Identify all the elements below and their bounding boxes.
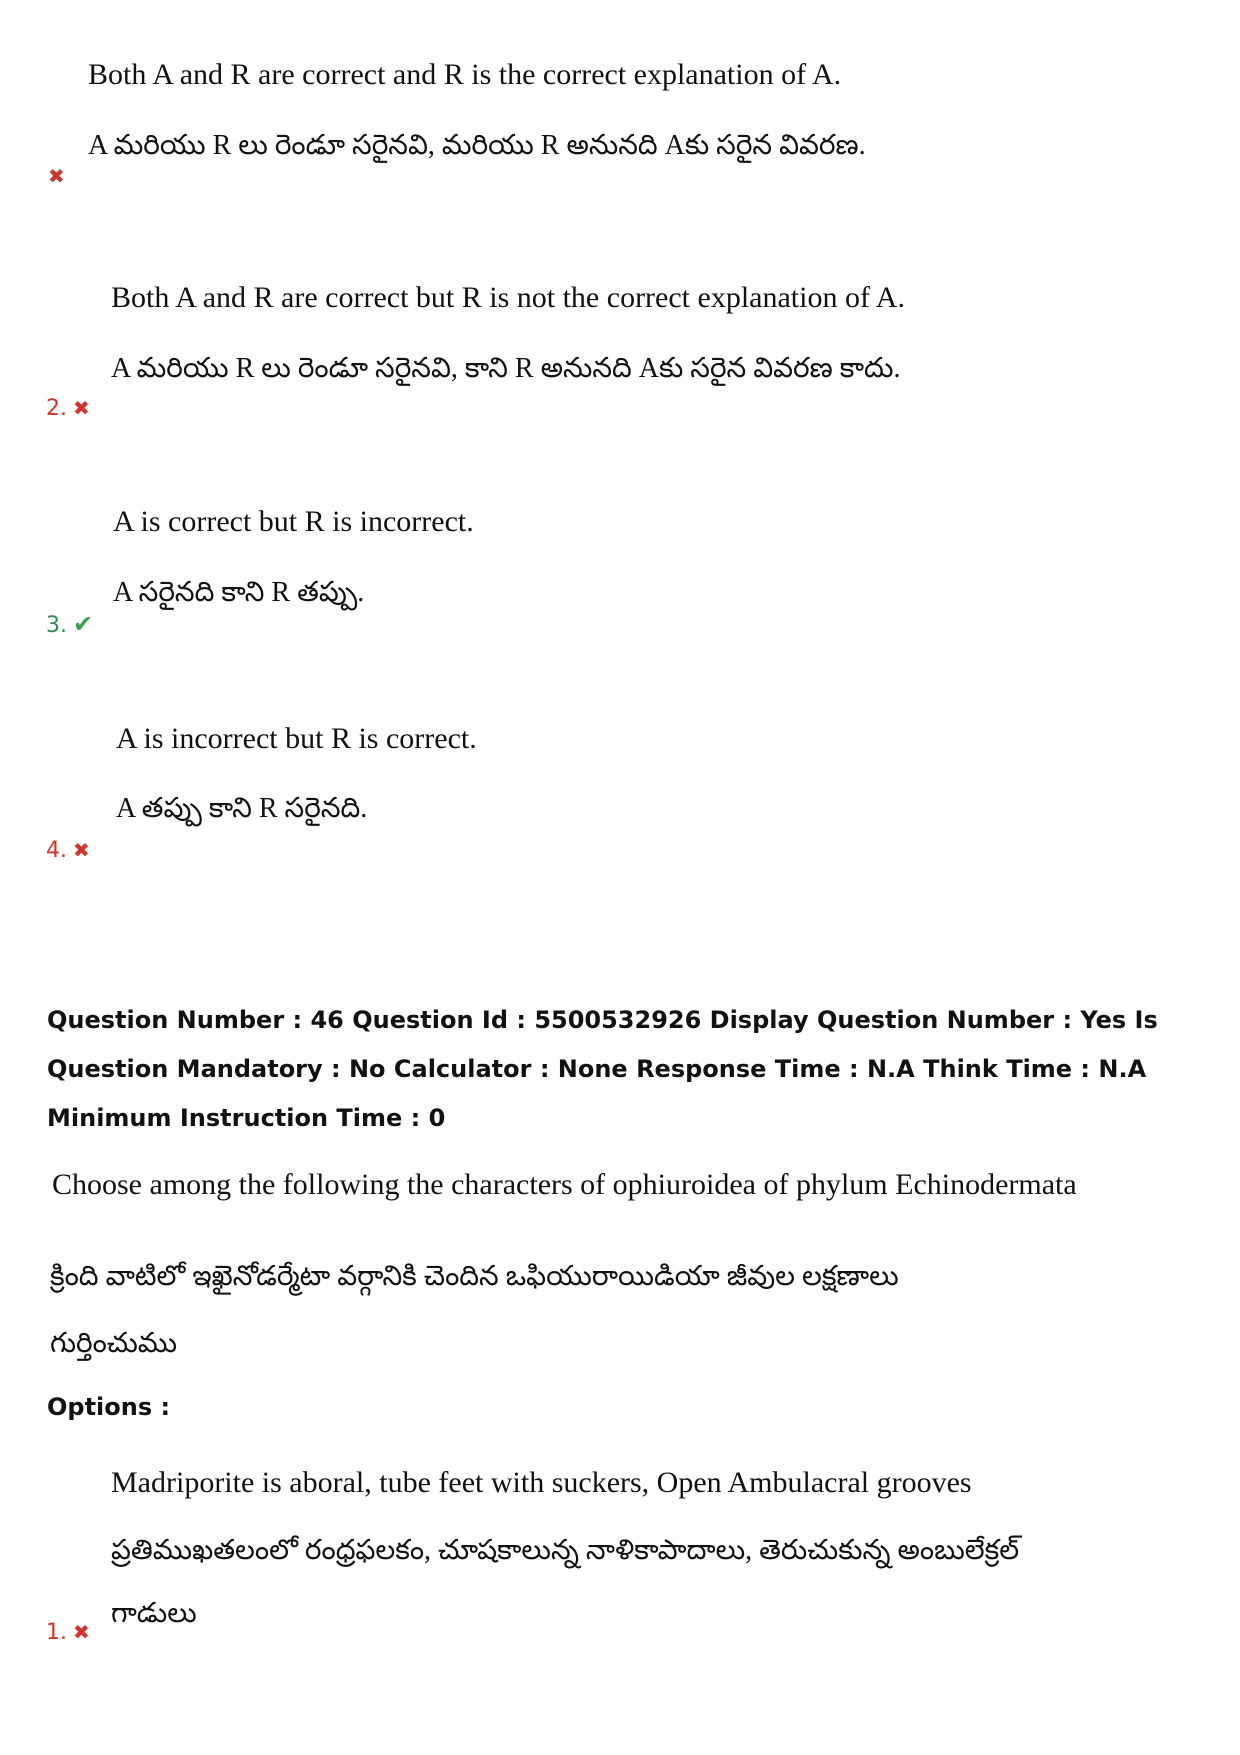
option-text-en: Madriporite is aboral, tube feet with suckers, Open Ambulacral grooves [111,1466,972,1499]
question-meta: Question Number : 46 Question Id : 5500532926 Display Question Number : Yes Is Question Mandatory : No Calculator : None Response Time : N.A Think Time : N.A Minimum Instruction Time : 0 [47,1006,1158,1132]
check-icon: ✔ [73,610,94,638]
option-text-en: A is incorrect but R is correct. [116,722,477,755]
cross-icon: ✖ [73,838,90,862]
option-number: 2. ✖ [46,396,90,421]
option-text-te: A మరియు R లు రెండూ సరైనవి, కాని R అనునది Aకు సరైన వివరణ కాదు. [111,353,901,384]
question-text-en: Choose among the following the characters of ophiuroidea of phylum Echinodermata [52,1168,1077,1201]
cross-icon: ✖ [73,396,90,420]
option-number: 3. ✔ [46,610,94,638]
option-text-en: A is correct but R is incorrect. [113,505,474,538]
option-text-te: A తప్పు కాని R సరైనది. [116,793,368,824]
options-label: Options : [47,1393,171,1421]
option-text-en: Both A and R are correct but R is not the correct explanation of A. [111,281,905,314]
option-text-te-continued: గాడులు [111,1598,197,1629]
option-number: 4. ✖ [46,838,90,863]
option-number [44,164,65,189]
option-number: 1. ✖ [46,1620,90,1645]
option-text-te: ప్రతిముఖతలంలో రంధ్రఫలకం, చూషకాలున్న నాళికాపాదాలు, తెరుచుకున్న అంబులేక్రల్ [111,1535,1020,1566]
option-text-te: A సరైనది కాని R తప్పు. [113,577,365,608]
question-text-te: క్రింది వాటిలో ఇఖైనోడర్మేటా వర్గానికి చెందిన ఒఫియురాయిడియా జీవుల లక్షణాలు [50,1261,899,1292]
cross-icon: ✖ [73,1620,90,1644]
cross-icon: ✖ [48,164,65,188]
question-text-te-continued: గుర్తించుము [50,1328,178,1359]
option-text-te: A మరియు R లు రెండూ సరైనవి, మరియు R అనునది Aకు సరైన వివరణ. [88,130,866,161]
option-text-en: Both A and R are correct and R is the correct explanation of A. [88,58,842,91]
